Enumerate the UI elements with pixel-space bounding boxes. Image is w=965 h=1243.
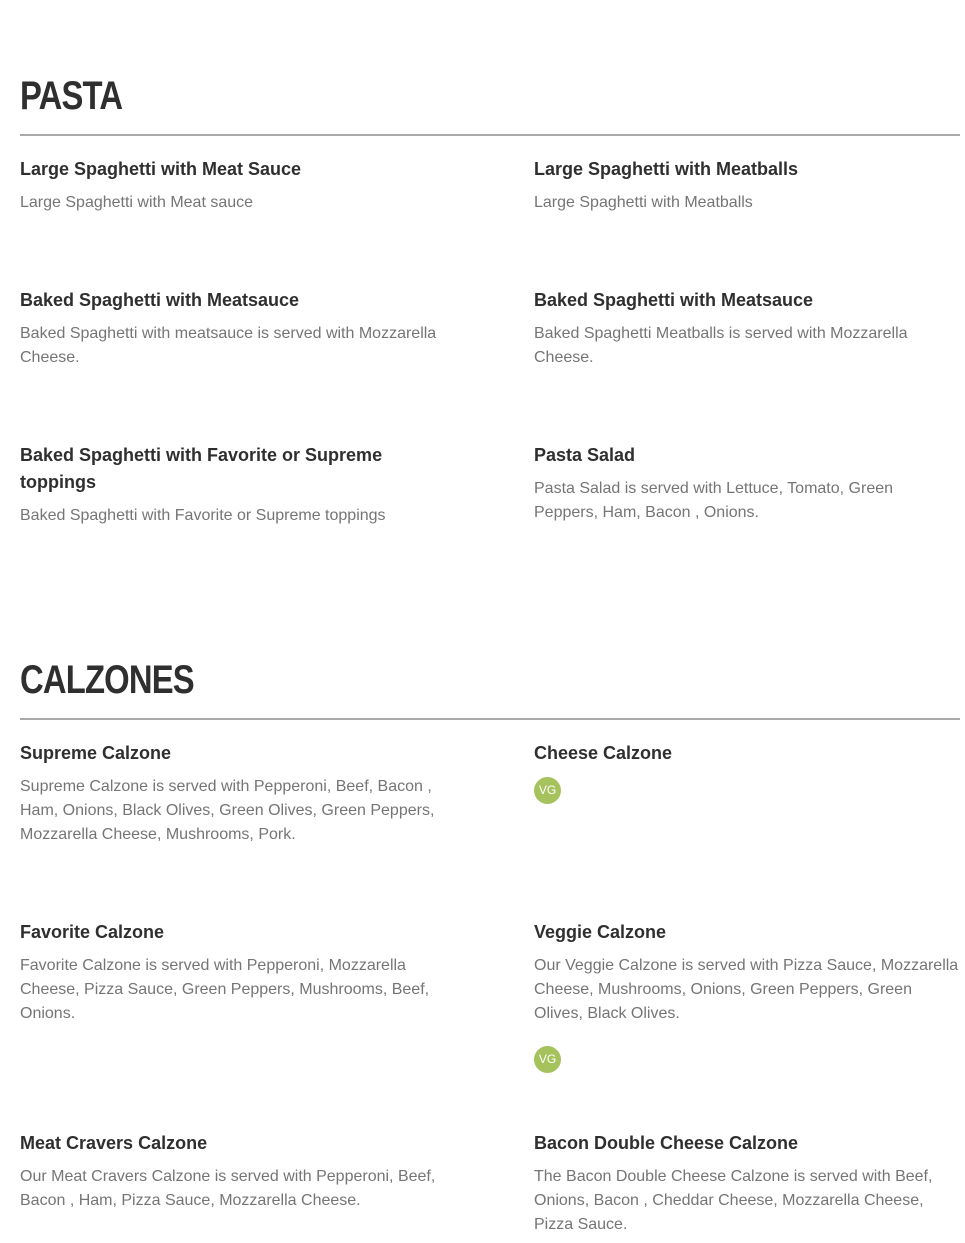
section-title-pasta: PASTA xyxy=(20,74,123,118)
menu-item[interactable] xyxy=(20,287,440,370)
section-divider xyxy=(20,718,960,720)
item-description: Baked Spaghetti with Favorite or Supreme toppings xyxy=(20,507,386,524)
item-description: Baked Spaghetti Meatballs is served with Mozzarella Cheese. xyxy=(534,325,908,366)
menu-item[interactable] xyxy=(534,1130,960,1237)
item-name: Large Spaghetti with Meat Sauce xyxy=(20,159,302,179)
item-description: Large Spaghetti with Meatballs xyxy=(534,194,753,211)
item-name: Pasta Salad xyxy=(534,445,636,465)
item-name: Bacon Double Cheese Calzone xyxy=(534,1133,799,1153)
item-name: Large Spaghetti with Meatballs xyxy=(534,159,799,179)
menu-item[interactable] xyxy=(20,1130,440,1213)
menu-item[interactable] xyxy=(534,442,960,525)
item-name: Cheese Calzone xyxy=(534,743,673,763)
menu-item[interactable] xyxy=(20,740,440,847)
menu-item[interactable] xyxy=(20,156,440,215)
vegetarian-badge-icon: VG xyxy=(534,777,561,804)
menu-item[interactable] xyxy=(534,287,960,370)
section-divider xyxy=(20,134,960,136)
item-name: Baked Spaghetti with Favorite or Supreme toppings xyxy=(20,445,383,492)
item-name: Baked Spaghetti with Meatsauce xyxy=(534,290,814,310)
section-title-calzones: CALZONES xyxy=(20,658,194,702)
item-name: Meat Cravers Calzone xyxy=(20,1133,208,1153)
item-description: Supreme Calzone is served with Pepperoni, Beef, Bacon , Ham, Onions, Black Olives, Green Olives, Green Peppers, Mozzarella Cheese, Mushrooms, Pork. xyxy=(20,778,435,843)
item-description: Baked Spaghetti with meatsauce is served with Mozzarella Cheese. xyxy=(20,325,437,366)
item-name: Veggie Calzone xyxy=(534,922,667,942)
item-name: Baked Spaghetti with Meatsauce xyxy=(20,290,300,310)
item-name: Favorite Calzone xyxy=(20,922,165,942)
menu-item[interactable] xyxy=(534,919,960,1073)
menu-item[interactable] xyxy=(534,156,960,215)
item-description: The Bacon Double Cheese Calzone is served with Beef, Onions, Bacon , Cheddar Cheese, Mozzarella Cheese, Pizza Sauce. xyxy=(534,1168,933,1233)
item-description: Our Meat Cravers Calzone is served with Pepperoni, Beef, Bacon , Ham, Pizza Sauce, Mozzarella Cheese. xyxy=(20,1168,436,1209)
menu-item[interactable] xyxy=(20,919,440,1026)
item-description: Large Spaghetti with Meat sauce xyxy=(20,194,254,211)
menu-item[interactable] xyxy=(20,442,440,528)
vegetarian-badge-icon: VG xyxy=(534,1046,561,1073)
item-description: Our Veggie Calzone is served with Pizza Sauce, Mozzarella Cheese, Mushrooms, Onions, Green Peppers, Green Olives, Black Olives. xyxy=(534,957,959,1022)
item-description: Favorite Calzone is served with Pepperoni, Mozzarella Cheese, Pizza Sauce, Green Peppers, Mushrooms, Beef, Onions. xyxy=(20,957,430,1022)
item-description: Pasta Salad is served with Lettuce, Tomato, Green Peppers, Ham, Bacon , Onions. xyxy=(534,480,894,521)
item-name: Supreme Calzone xyxy=(20,743,172,763)
menu-item[interactable] xyxy=(534,740,960,804)
